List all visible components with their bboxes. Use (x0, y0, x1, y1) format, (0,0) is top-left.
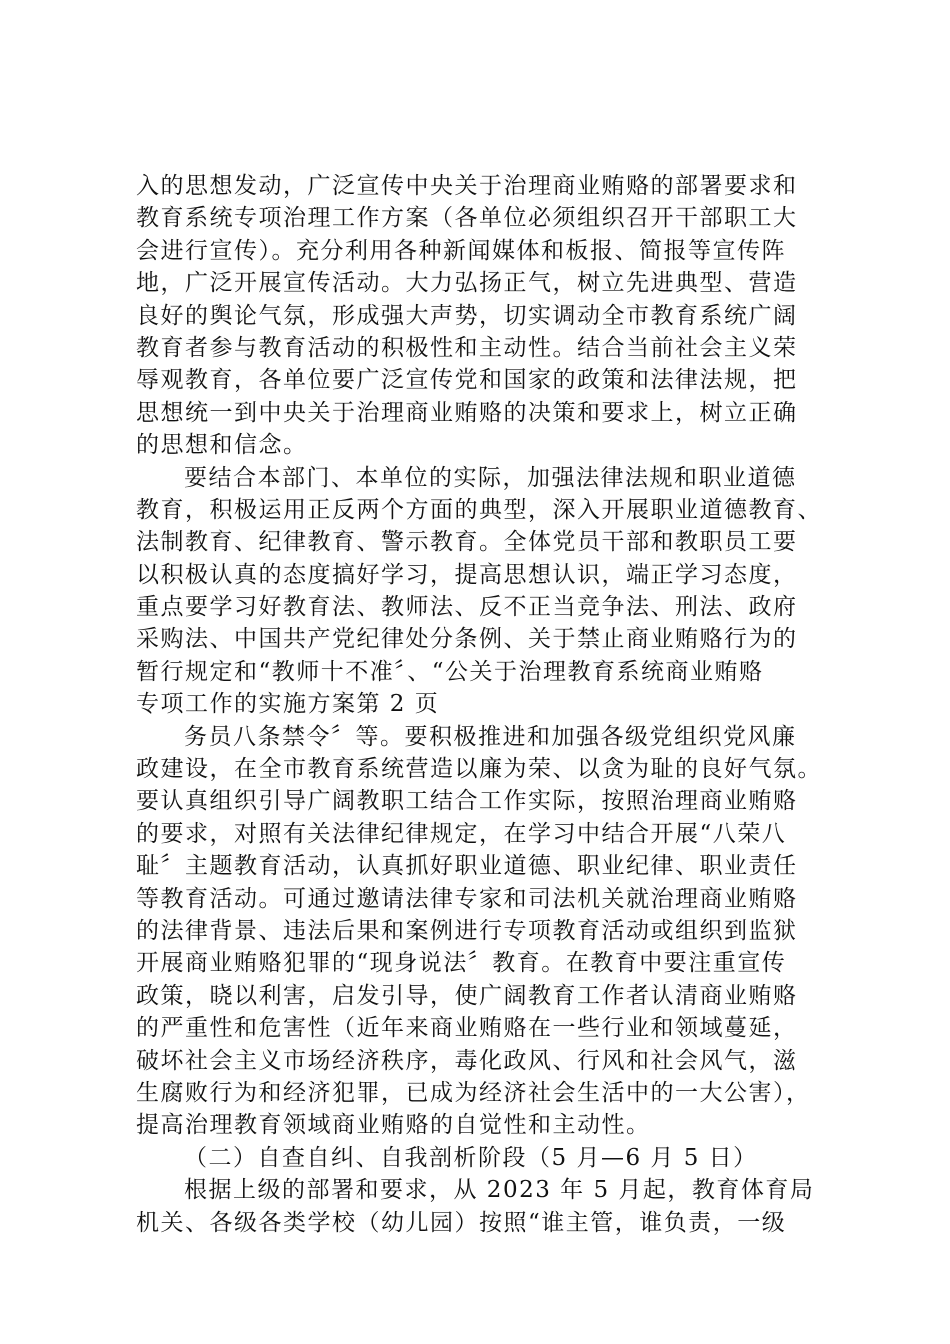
text-line: 生腐败行为和经济犯罪，已成为经济社会生活中的一大公害）， (136, 1079, 811, 1106)
section-heading: （二）自查自纠、自我剖析阶段（5 月—6 月 5 日） (184, 1144, 758, 1171)
text-line: 法制教育、纪律教育、警示教育。全体党员干部和教职员工要 (136, 529, 798, 556)
text-line: 的法律背景、违法后果和案例进行专项教育活动或组织到监狱 (136, 917, 798, 944)
paragraph-start-line: 要结合本部门、本单位的实际，加强法律法规和职业道德 (184, 464, 797, 491)
text-line: 以积极认真的态度搞好学习，提高思想认识，端正学习态度， (136, 561, 798, 588)
text-line: 教育者参与教育活动的积极性和主动性。结合当前社会主义荣 (136, 334, 798, 361)
text-line: 暂行规定和“教师十不准〞、“公关于治理教育系统商业贿赂 (136, 658, 764, 685)
body-text (136, 170, 826, 1239)
text-line: 要认真组织引导广阔教职工结合工作实际，按照治理商业贿赂 (136, 788, 798, 815)
text-line: 的严重性和危害性（近年来商业贿赂在一些行业和领域蔓延， (136, 1015, 798, 1042)
text-line: 政建设，在全市教育系统营造以廉为荣、以贪为耻的良好气氛。 (136, 756, 822, 783)
text-line: 政策，晓以利害，启发引导，使广阔教育工作者认清商业贿赂 (136, 982, 798, 1009)
text-line: 重点要学习好教育法、教师法、反不正当竞争法、刑法、政府 (136, 594, 798, 621)
text-line: 思想统一到中央关于治理商业贿赂的决策和要求上，树立正确 (136, 399, 798, 426)
text-line: 的思想和信念。 (136, 432, 308, 459)
text-line: 良好的舆论气氛，形成强大声势，切实调动全市教育系统广阔 (136, 302, 798, 329)
text-line: 提高治理教育领域商业贿赂的自觉性和主动性。 (136, 1112, 651, 1139)
text-line: 入的思想发动，广泛宣传中央关于治理商业贿赂的部署要求和 (136, 173, 798, 199)
text-line: 的要求，对照有关法律纪律规定，在学习中结合开展“八荣八 (136, 820, 787, 847)
text-line: 教育，积极运用正反两个方面的典型，深入开展职业道德教育、 (136, 496, 822, 523)
text-line: 等教育活动。可通过邀请法律专家和司法机关就治理商业贿赂 (136, 885, 798, 912)
text-line: 教育系统专项治理工作方案（各单位必须组织召开干部职工大 (136, 205, 798, 232)
text-line: 采购法、中国共产党纪律处分条例、关于禁止商业贿赂行为的 (136, 626, 798, 653)
paragraph-start-line: 务员八条禁令〞等。要积极推进和加强各级党组织党风廉 (184, 723, 797, 750)
text-line: 辱观教育，各单位要广泛宣传党和国家的政策和法律法规，把 (136, 367, 798, 394)
text-line: 开展商业贿赂犯罪的“现身说法〞教育。在教育中要注重宣传 (136, 950, 787, 977)
text-line: 破坏社会主义市场经济秩序，毒化政风、行风和社会风气，滋 (136, 1047, 798, 1074)
page-marker-line: 专项工作的实施方案第 2 页 (136, 691, 440, 718)
text-line: 会进行宣传）。充分利用各种新闻媒体和板报、简报等宣传阵 (136, 237, 786, 264)
text-line: 机关、各级各类学校（幼儿园）按照“谁主管，谁负责，一级 (136, 1209, 787, 1236)
paragraph-start-line: 根据上级的部署和要求，从 2023 年 5 月起，教育体育局 (184, 1177, 815, 1204)
text-line: 地，广泛开展宣传活动。大力弘扬正气，树立先进典型、营造 (136, 270, 798, 297)
text-line: 耻〞主题教育活动，认真抓好职业道德、职业纪律、职业责任 (136, 853, 798, 880)
